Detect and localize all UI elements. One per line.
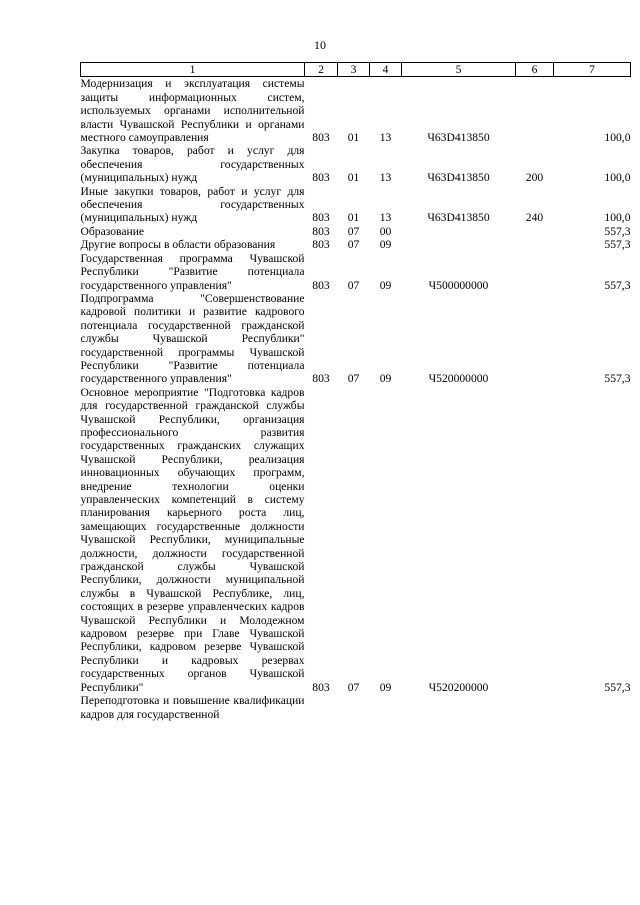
row-name: Основное мероприятие "Подготовка кадров для государственной гражданской службы Чувашской Республики, организация профессионального развития государственных гражданских служащих Чувашской Республики, реализация инновационных обучающих программ, внедрение технологии оценки управленческих компетенций в систему планирования карьерного роста лиц, замещающих государственные должности Чувашской Республики, муниципальные должности, должности государственной гражданской службы Чувашской Республики, должности муниципальной службы в Чувашской Республике, лиц, состоящих в резерве управленческих кадров Чувашской Республики и Молодежном кадровом резерве при Главе Чувашской Республики, кадровом резерве Чувашской Республики и кадровых резервах государственных органов Чувашской Республики": [80, 385, 305, 694]
cell-subsection: 09: [379, 238, 392, 252]
cell-subsection: 09: [379, 680, 392, 694]
cell-target-article: Ч520000000: [428, 372, 489, 386]
cell-ministry: 803: [312, 278, 330, 292]
column-header: 3: [338, 63, 370, 77]
budget-table: [80, 62, 631, 721]
cell-expense-type: [516, 238, 554, 251]
cell-target-article: [402, 225, 516, 238]
cell-expense-type: [516, 77, 554, 145]
cell-expense-type: 240: [525, 211, 544, 225]
cell-expense-type: [516, 252, 554, 292]
cell-subsection: 13: [379, 131, 392, 145]
cell-ministry: 803: [312, 171, 330, 185]
cell-ministry: 803: [312, 372, 330, 386]
cell-subsection: 09: [379, 278, 392, 292]
cell-section: 07: [347, 680, 360, 694]
row-name: Образование: [80, 224, 145, 238]
cell-amount: 557,3: [604, 238, 631, 252]
cell-ministry: 803: [312, 680, 330, 694]
cell-subsection: 09: [379, 372, 392, 386]
table-row: [81, 292, 631, 386]
row-name: Переподготовка и повышение квалификации кадров для государственной: [80, 694, 305, 721]
row-name: Подпрограмма "Совершенствование кадровой политики и развитие кадрового потенциала государственной гражданской службы Чувашской Республики" государственной программы Чувашской Республики "Развитие потенциала государственного управления": [80, 291, 305, 386]
table-row: [81, 144, 631, 184]
column-header: 4: [370, 63, 402, 77]
cell-amount: 557,3: [604, 372, 631, 386]
table-row: [81, 77, 631, 145]
table-row: [81, 225, 631, 238]
column-header: 1: [81, 63, 305, 77]
cell-expense-type: 200: [525, 171, 544, 185]
cell-target-article: [402, 694, 516, 721]
cell-ministry: 803: [312, 131, 330, 145]
page-number: 10: [314, 38, 326, 52]
table-row: [81, 694, 631, 721]
table-row: [81, 238, 631, 251]
cell-expense-type: [516, 292, 554, 386]
cell-section: 07: [347, 372, 360, 386]
cell-subsection: 13: [379, 171, 392, 185]
cell-amount: [554, 694, 631, 721]
cell-amount: 100,0: [604, 171, 631, 185]
cell-amount: 557,3: [604, 680, 631, 694]
row-name: Закупка товаров, работ и услуг для обеспечения государственных (муниципальных) нужд: [80, 144, 305, 185]
cell-amount: 100,0: [604, 211, 631, 225]
cell-subsection: [370, 694, 402, 721]
row-name: Модернизация и эксплуатация системы защиты информационных систем, используемых органами исполнительной власти Чувашской Республики и органами местного самоуправления: [80, 77, 305, 145]
cell-section: 07: [347, 224, 360, 238]
cell-target-article: Ч63D413850: [427, 211, 490, 225]
cell-ministry: 803: [312, 211, 330, 225]
cell-expense-type: [516, 225, 554, 238]
column-header: 5: [402, 63, 516, 77]
cell-target-article: [402, 238, 516, 251]
cell-ministry: 803: [312, 224, 330, 238]
cell-section: 01: [347, 131, 360, 145]
table-row: [81, 386, 631, 694]
cell-target-article: Ч63D413850: [427, 131, 490, 145]
row-name: Иные закупки товаров, работ и услуг для обеспечения государственных (муниципальных) нужд: [80, 184, 305, 225]
cell-section: 07: [347, 238, 360, 252]
cell-section: [338, 694, 370, 721]
cell-target-article: Ч500000000: [428, 278, 489, 292]
cell-ministry: 803: [312, 238, 330, 252]
cell-subsection: 00: [379, 224, 392, 238]
column-header: 2: [305, 63, 338, 77]
cell-expense-type: [516, 386, 554, 694]
cell-target-article: Ч63D413850: [427, 171, 490, 185]
table-row: [81, 252, 631, 292]
cell-ministry: [305, 694, 338, 721]
cell-section: 01: [347, 211, 360, 225]
cell-section: 01: [347, 171, 360, 185]
cell-subsection: 13: [379, 211, 392, 225]
cell-amount: 557,3: [604, 224, 631, 238]
cell-section: 07: [347, 278, 360, 292]
column-header: 6: [516, 63, 554, 77]
row-name: Другие вопросы в области образования: [80, 238, 276, 252]
row-name: Государственная программа Чувашской Республики "Развитие потенциала государственного управления": [80, 251, 305, 292]
cell-expense-type: [516, 694, 554, 721]
column-header: 7: [554, 63, 631, 77]
table-header-row: [81, 63, 631, 77]
table-row: [81, 185, 631, 225]
cell-amount: 557,3: [604, 278, 631, 292]
cell-target-article: Ч520200000: [428, 680, 489, 694]
cell-amount: 100,0: [604, 131, 631, 145]
